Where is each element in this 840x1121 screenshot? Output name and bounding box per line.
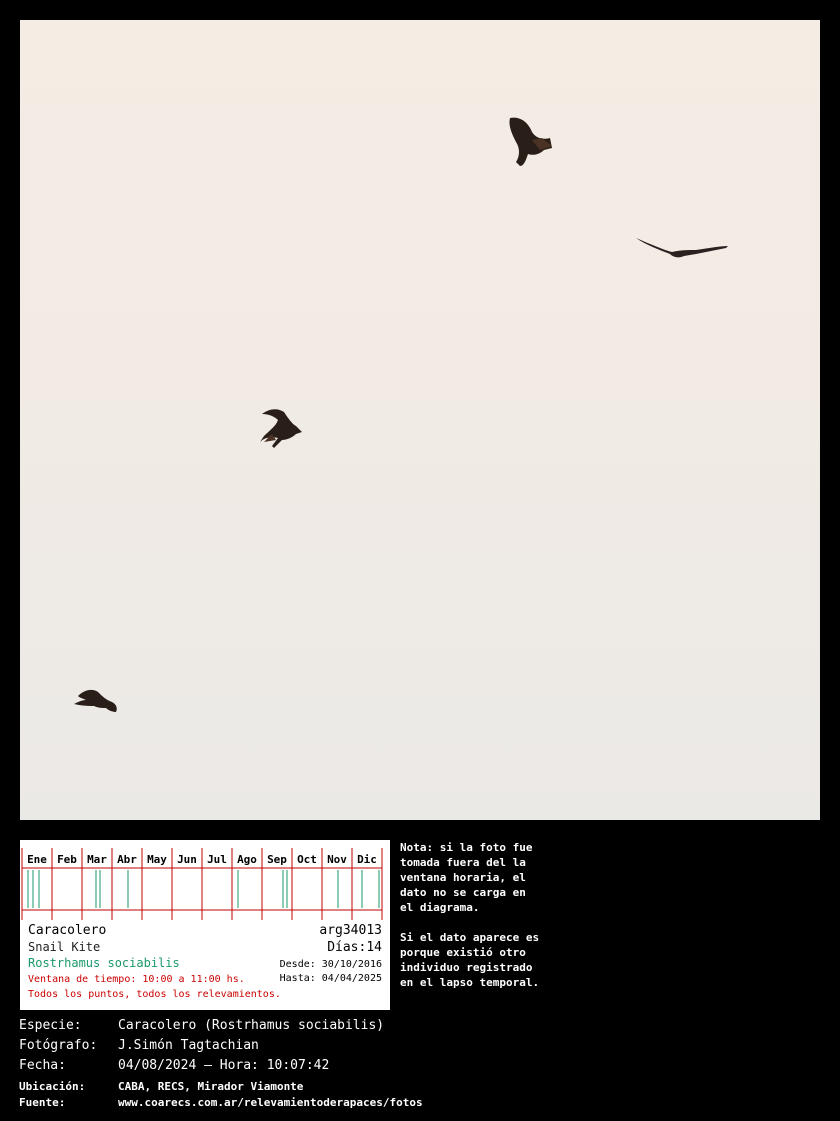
date-to: Hasta: 04/04/2025 <box>279 973 382 984</box>
month-label-may: May <box>147 853 167 866</box>
month-label-mar: Mar <box>87 853 107 866</box>
month-label-abr: Abr <box>117 853 137 866</box>
month-label-ago: Ago <box>237 853 257 866</box>
species-name: Caracolero <box>28 923 107 938</box>
date-from: Desde: 30/10/2016 <box>279 959 382 970</box>
bird-photo <box>20 20 820 820</box>
fotografo-value: J.Simón Tagtachian <box>118 1038 259 1053</box>
birds-svg <box>20 20 820 820</box>
month-label-dic: Dic <box>357 853 377 866</box>
fotografo-label: Fotógrafo: <box>19 1038 98 1053</box>
bird-4 <box>74 690 117 712</box>
days-count: Días:14 <box>327 940 382 955</box>
month-label-nov: Nov <box>327 853 347 866</box>
bird-3 <box>260 409 302 448</box>
common-name: Snail Kite <box>28 940 101 954</box>
record-code: arg34013 <box>319 923 382 938</box>
bird-2 <box>636 238 728 257</box>
fecha-value: 04/08/2024 – Hora: 10:07:42 <box>118 1058 330 1073</box>
note-para-1: Nota: si la foto fue tomada fuera del la ventana horaria, el dato no se carga en el diagrama. <box>400 841 533 914</box>
especie-label: Especie: <box>19 1018 82 1033</box>
species-card <box>20 840 390 1010</box>
month-label-jun: Jun <box>177 853 197 866</box>
ubicacion-label: Ubicación: <box>19 1080 86 1093</box>
points-scope: Todos los puntos, todos los relevamientos. <box>28 989 281 1000</box>
especie-value: Caracolero (Rostrhamus sociabilis) <box>118 1018 385 1033</box>
fecha-label: Fecha: <box>19 1058 66 1073</box>
time-window: Ventana de tiempo: 10:00 a 11:00 hs. <box>28 974 245 985</box>
month-label-sep: Sep <box>267 853 287 866</box>
month-label-ene: Ene <box>27 853 47 866</box>
note-block <box>400 840 560 990</box>
month-label-feb: Feb <box>57 853 77 866</box>
fuente-value: www.coarecs.com.ar/relevamientoderapaces/fotos <box>118 1096 423 1109</box>
scientific-name: Rostrhamus sociabilis <box>28 956 180 970</box>
month-diagram <box>20 840 390 922</box>
bird-1 <box>509 118 552 166</box>
note-para-2: Si el dato aparece es porque existió otro individuo registrado en el lapso temporal. <box>400 931 540 989</box>
month-label-oct: Oct <box>297 853 317 866</box>
fuente-label: Fuente: <box>19 1096 66 1109</box>
ubicacion-value: CABA, RECS, Mirador Viamonte <box>118 1080 304 1093</box>
month-label-jul: Jul <box>207 853 227 866</box>
